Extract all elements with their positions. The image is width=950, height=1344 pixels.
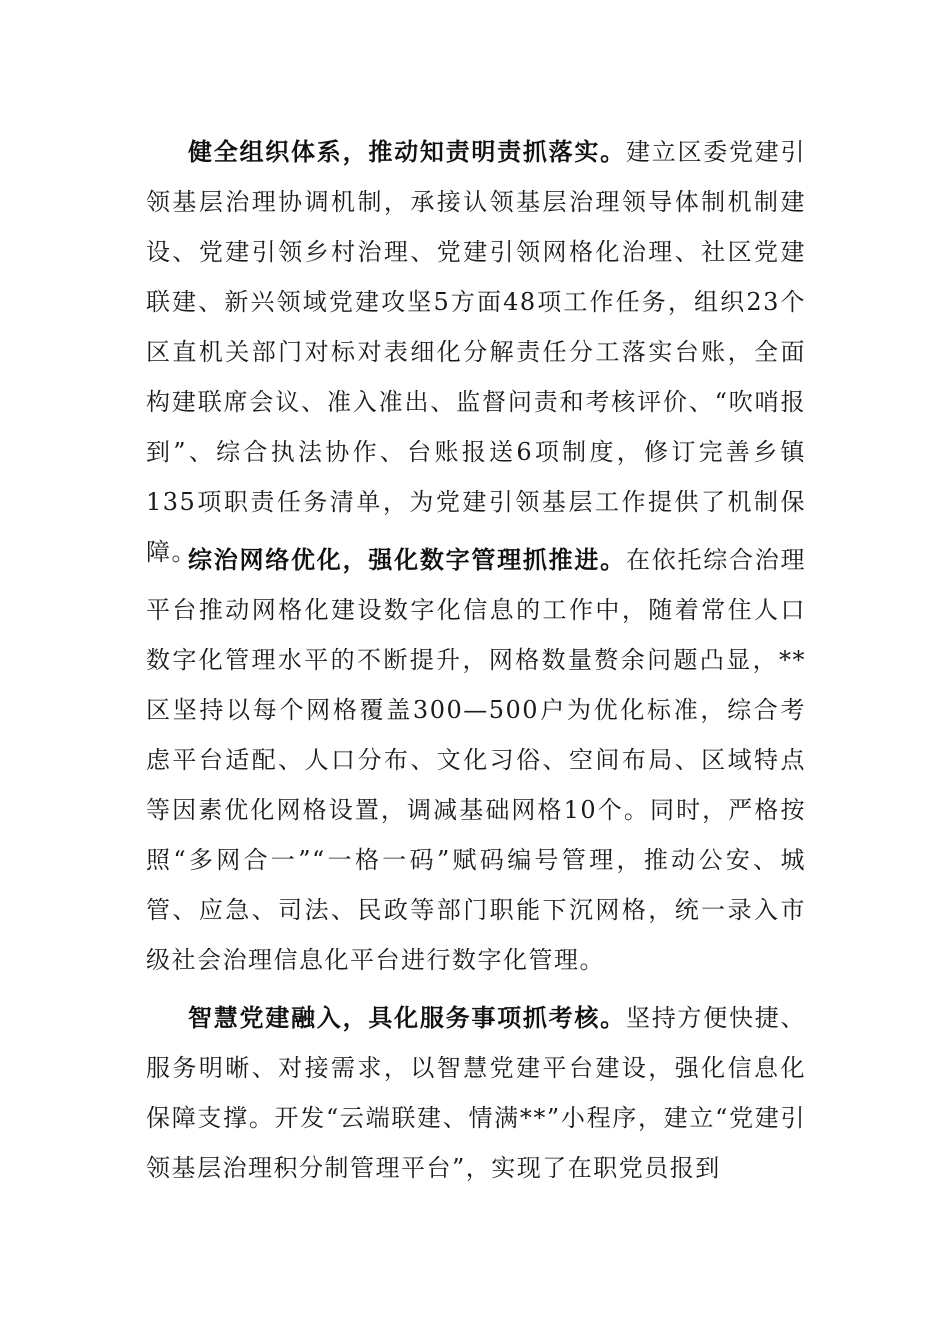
paragraph-body-text: 在依托综合治理平台推动网格化建设数字化信息的工作中，随着常住人口数字化管理水平的不断提升，网格数量赘余问题凸显，**区坚持以每个网格覆盖300—500户为优化标准，综合考虑平台适配、人口分布、文化习俗、空间布局、区域特点等因素优化网格设置，调减基础网格10个。同时，严格按照“多网合一”“一格一码”赋码编号管理，推动公安、城管、应急、司法、民政等部门职能下沉网格，统一录入市级社会治理信息化平台进行数字化管理。 bbox=[146, 546, 807, 974]
paragraph-lead-heading: 智慧党建融入，具化服务事项抓考核。 bbox=[188, 1003, 626, 1032]
paragraph-organization-system bbox=[146, 127, 806, 577]
paragraph-smart-party-building bbox=[146, 993, 806, 1193]
paragraph-body-text: 建立区委党建引领基层治理协调机制，承接认领基层治理领导体制机制建设、党建引领乡村治理、党建引领网格化治理、社区党建联建、新兴领域党建攻坚5方面48项工作任务，组织23个区直机关部门对标对表细化分解责任分工落实台账，全面构建联席会议、准入准出、监督问责和考核评价、“吹哨报到”、综合执法协作、台账报送6项制度，修订完善乡镇135项职责任务清单，为党建引领基层工作提供了机制保障。 bbox=[146, 138, 807, 566]
paragraph-body-text: 坚持方便快捷、服务明晰、对接需求，以智慧党建平台建设，强化信息化保障支撑。开发“云端联建、情满**”小程序，建立“党建引领基层治理积分制管理平台”，实现了在职党员报到 bbox=[146, 1004, 807, 1182]
paragraph-lead-heading: 综治网络优化，强化数字管理抓推进。 bbox=[188, 545, 626, 574]
paragraph-lead-heading: 健全组织体系，推动知责明责抓落实。 bbox=[188, 137, 626, 166]
paragraph-grid-optimization bbox=[146, 535, 806, 985]
